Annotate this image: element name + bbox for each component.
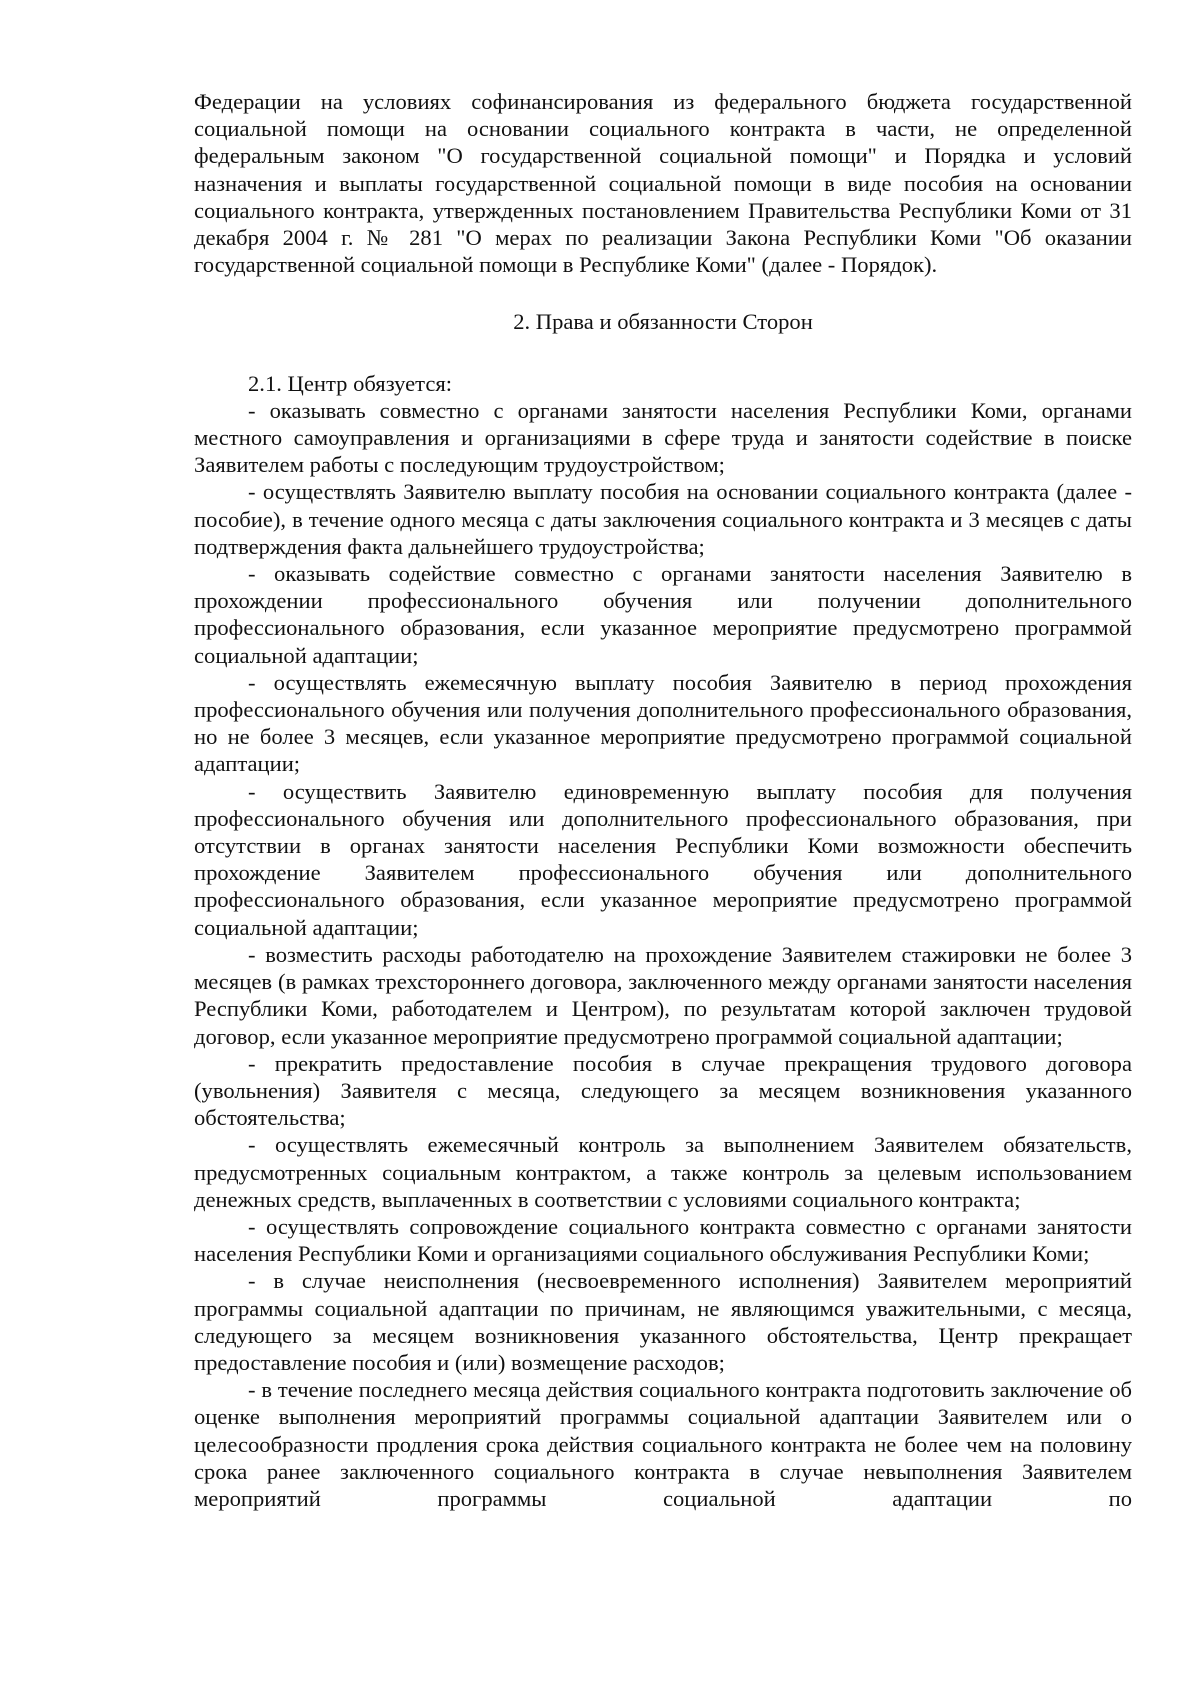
list-item: - осуществлять ежемесячную выплату пособия Заявителю в период прохождения профессионального обучения или получения дополнительного профессионального образования, но не более 3 месяцев, если указанное мероприятие предусмотрено программой социальной адаптации;: [194, 669, 1132, 777]
list-item: - в случае неисполнения (несвоевременного исполнения) Заявителем мероприятий программы социальной адаптации по причинам, не являющимся уважительными, с месяца, следующего за месяцем возникновения указанного обстоятельства, Центр прекращает предоставление пособия и (или) возмещение расходов;: [194, 1268, 1132, 1375]
list-item: - осуществлять ежемесячный контроль за выполнением Заявителем обязательств, предусмотренных социальным контрактом, а также контроль за целевым использованием денежных средств, выплаченных в соответствии с условиями социального контракта;: [194, 1132, 1132, 1212]
document-page: [194, 88, 1132, 1512]
list-item: - в течение последнего месяца действия социального контракта подготовить заключение об оценке выполнения мероприятий программы социальной адаптации Заявителем или о целесообразности продления срока действия социального контракта не более чем на половину срока ранее заключенного социального контракта в случае невыполнения Заявителем мероприятий программы социальной адаптации по: [194, 1377, 1132, 1511]
list-item: - осуществлять Заявителю выплату пособия на основании социального контракта (далее - пособие), в течение одного месяца с даты заключения социального контракта и 3 месяцев с даты подтверждения факта дальнейшего трудоустройства;: [194, 479, 1132, 559]
intro-paragraph: Федерации на условиях софинансирования из федерального бюджета государственной социальной помощи на основании социального контракта в части, не определенной федеральным законом "О государственной социальной помощи" и Порядка и условий назначения и выплаты государственной социальной помощи в виде пособия на основании социального контракта, утвержденных постановлением Правительства Республики Коми от 31 декабря 2004 г. № 281 "О мерах по реализации Закона Республики Коми "Об оказании государственной социальной помощи в Республике Коми" (далее - Порядок).: [194, 89, 1132, 278]
list-item: - оказывать совместно с органами занятости населения Республики Коми, органами местного самоуправления и организациями в сфере труда и занятости содействие в поиске Заявителем работы с последующим трудоустройством;: [194, 397, 1132, 478]
list-item: - оказывать содействие совместно с органами занятости населения Заявителю в прохождении профессионального обучения или получении дополнительного профессионального образования, если указанное мероприятие предусмотрено программой социальной адаптации;: [194, 561, 1132, 668]
subsection-heading: 2.1. Центр обязуется:: [248, 370, 453, 396]
obligations-list: [194, 397, 1132, 1512]
section-heading: 2. Права и обязанности Сторон: [513, 309, 813, 335]
list-item: - возместить расходы работодателю на прохождение Заявителем стажировки не более 3 месяцев (в рамках трехстороннего договора, заключенного между органами занятости населения Республики Коми, работодателем и Центром), по результатам которой заключен трудовой договор, если указанное мероприятие предусмотрено программой социальной адаптации;: [194, 941, 1132, 1049]
list-item: - прекратить предоставление пособия в случае прекращения трудового договора (увольнения) Заявителя с месяца, следующего за месяцем возникновения указанного обстоятельства;: [194, 1050, 1132, 1131]
list-item: - осуществлять сопровождение социального контракта совместно с органами занятости населения Республики Коми и организациями социального обслуживания Республики Коми;: [194, 1213, 1132, 1267]
list-item: - осуществить Заявителю единовременную выплату пособия для получения профессионального обучения или дополнительного профессионального образования, при отсутствии в органах занятости населения Республики Коми возможности обеспечить прохождение Заявителем профессионального обучения или дополнительного профессионального образования, если указанное мероприятие предусмотрено программой социальной адаптации;: [194, 778, 1132, 940]
